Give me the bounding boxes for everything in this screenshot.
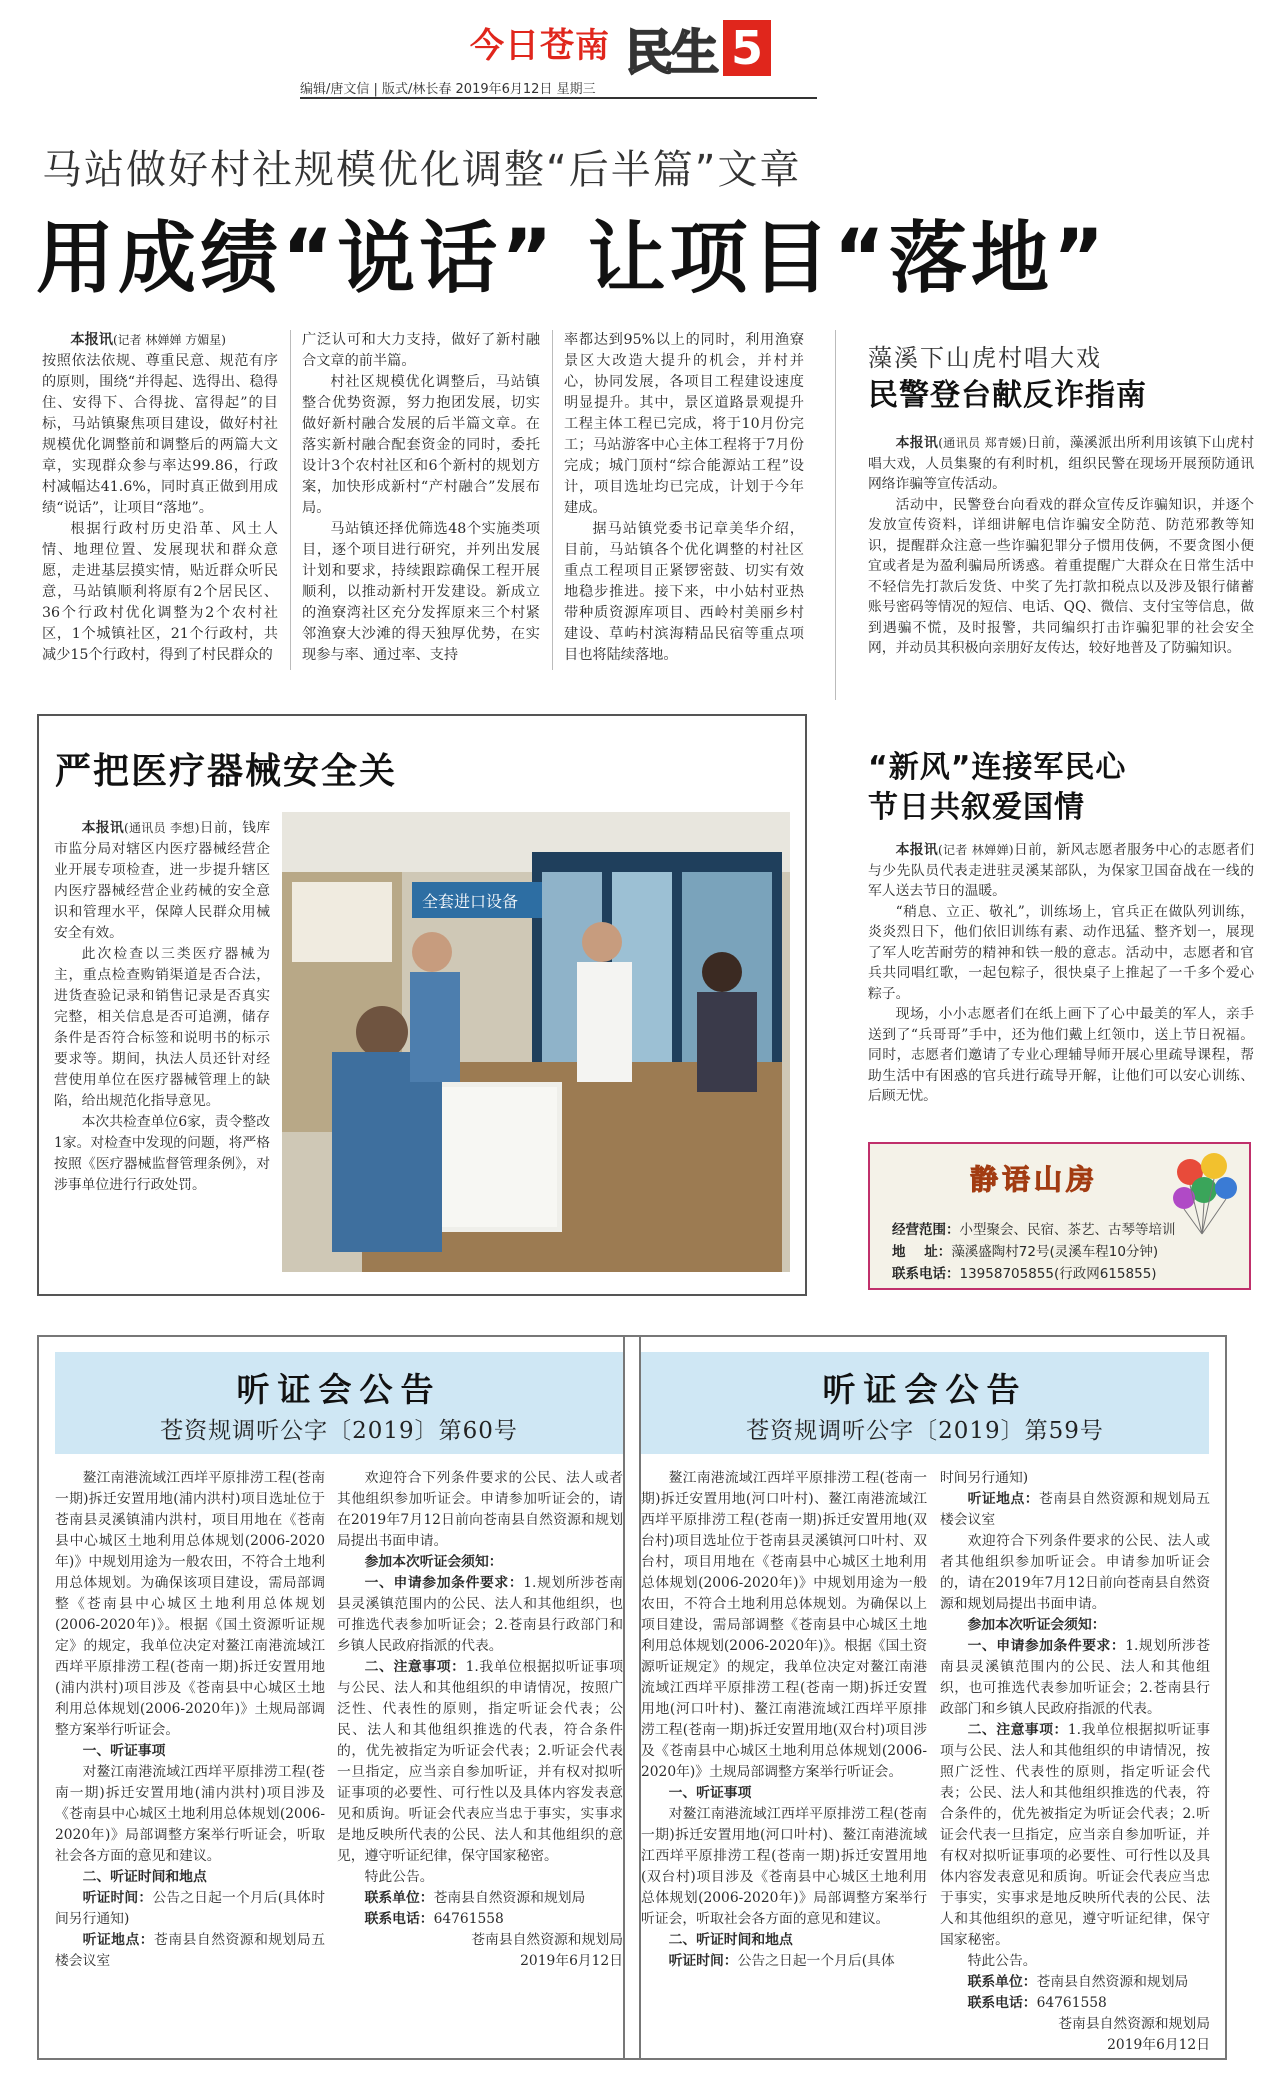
medical-paragraph: 日前，钱库市监分局对辖区内医疗器械经营企业开展专项检查，进一步提升辖区内医疗器械经营企业药械的安全意识和管理水平，保障人民群众用械安全有效。	[54, 820, 271, 941]
notice-text: 二、听证时间和地点	[82, 1869, 207, 1885]
lead-paragraph: 马站镇还择优筛选48个实施类项目，逐个项目进行研究，并列出发展计划和要求，持续跟踪确保工程开展顺利，以推动新村开发建设。新成立的渔寮湾社区充分发挥原来三个村紧邻渔寮大沙滩的得天独厚优势，在实现参与率、通过率、支持	[302, 521, 540, 663]
notice-paragraph	[641, 1804, 927, 1930]
lead-column-3	[564, 330, 804, 666]
notice-60-title: 听证会公告	[236, 1370, 442, 1409]
ad-title: 静语山房	[970, 1163, 1099, 1196]
ad-address	[892, 1240, 1158, 1260]
balloons-icon	[1170, 1148, 1240, 1238]
inspection-photo-illustration	[282, 812, 790, 1272]
notice-text: 64761558	[433, 1911, 504, 1927]
notice-paragraph	[940, 1993, 1210, 2014]
medical-byline: (通讯员 李想)	[123, 821, 200, 835]
notice-paragraph	[940, 1720, 1210, 1951]
notice-paragraph	[337, 1573, 623, 1657]
notice-paragraph	[940, 1972, 1210, 1993]
column-divider	[552, 330, 553, 670]
notice-paragraph	[641, 1468, 927, 1783]
notice-text: 欢迎符合下列条件要求的公民、法人或者其他组织参加听证会。申请参加听证会的，请在2019年7月12日前向苍南县自然资源和规划局提出书面申请。	[940, 1533, 1210, 1612]
medical-body	[54, 818, 270, 1196]
notice-paragraph	[940, 1531, 1210, 1615]
notice-text: 鳌江南港流域江西垟平原排涝工程(苍南一期)拆迁安置用地(浦内洪村)项目选址位于苍南县灵溪镇浦内洪村，项目用地在《苍南县中心城区土地利用总体规划(2006-2020年)》中规划用途为一般农田，不符合土地利用总体规划。为确保该项目建设，需局部调整《苍南县中心城区土地利用总体规划(2006-2020年)》。根据《国土资源听证规定》的规定，我单位决定对鳌江南港流域江西垟平原排涝工程(苍南一期)拆迁安置用地(浦内洪村)项目涉及《苍南县中心城区土地利用总体规划(2006-2020年)》土规局部调整方案举行听证会。	[55, 1470, 325, 1738]
notice-paragraph	[940, 1489, 1210, 1531]
ad-address-value: 藻溪盛陶村72号(灵溪车程10分钟)	[951, 1244, 1159, 1260]
army-paragraph: 现场，小小志愿者们在纸上画下了心中最美的军人，亲手送到了“兵哥哥”手中，还为他们戴上红领巾，送上节日祝福。同时，志愿者们邀请了专业心理辅导师开展心里疏导课程，帮助生活中有困惑的官兵进行疏导开解，让他们可以安心训练、后顾无忧。	[868, 1006, 1254, 1104]
lead-byline-label: 本报讯	[70, 332, 113, 348]
notice-59-number: 苍资规调听公字〔2019〕第59号	[746, 1418, 1104, 1444]
notice-text: 对鳌江南港流域江西垟平原排涝工程(苍南一期)拆迁安置用地(浦内洪村)项目涉及《苍南县中心城区土地利用总体规划(2006-2020年)》局部调整方案举行听证会，听取社会各方面的意见和建议。	[55, 1764, 325, 1864]
medical-paragraph: 此次检查以三类医疗器械为主，重点检查购销渠道是否合法，进货查验记录和销售记录是否真实完整，相关信息是否可追溯，储存条件是否符合标签和说明书的标示要求等。期间，执法人员还针对经营使用单位在医疗器械管理上的缺陷，给出规范化指导意见。	[54, 946, 270, 1109]
notice-field-label: 联系单位：	[967, 1974, 1037, 1990]
notice-field-label: 联系电话：	[967, 1995, 1037, 2011]
notice-field-label: 二、注意事项：	[967, 1722, 1068, 1738]
notice-paragraph	[55, 1930, 325, 1972]
lead-paragraph: 根据行政村历史沿革、风土人情、地理位置、发展现状和群众意愿，走进基层摸实情，贴近群众听民意，马站镇顺利将原有2个居民区、36个行政村优化调整为2个农村社区，1个城镇社区，21个行政村，共减少15个行政村，得到了村民群众的	[42, 521, 278, 663]
notice-paragraph	[337, 1468, 623, 1552]
fraud-paragraph: 日前，藻溪派出所利用该镇下山虎村唱大戏，人员集聚的有利时机，组织民警在现场开展预防通讯网络诈骗等宣传活动。	[868, 435, 1255, 492]
ad-scope	[892, 1218, 1176, 1238]
notice-paragraph	[940, 1951, 1210, 1972]
army-paragraph: 日前，新风志愿者服务中心的志愿者们与少先队员代表走进驻灵溪某部队，为保家卫国奋战在一线的军人送去节日的温暖。	[868, 842, 1254, 899]
notice-field-label: 听证地点：	[82, 1932, 155, 1948]
lead-paragraph: 按照依法依规、尊重民意、规范有序的原则，围绕“并得起、选得出、稳得住、安得下、合得拢、富得起”的目标，马站镇聚焦项目建设，做好村社规模优化调整前和调整后的两篇大文章，实现群众参与率达99.86，行政村减幅达41.6%，同时真正做到用成绩“说话”，让项目“落地”。	[42, 353, 278, 516]
notice-text: 公告之日起一个月后(具体时间另行通知)	[55, 1890, 325, 1927]
notice-paragraph	[55, 1468, 325, 1741]
inspection-photo	[282, 812, 790, 1272]
lead-paragraph: 据马站镇党委书记章美华介绍，目前，马站镇各个优化调整的村社区重点工程项目正紧锣密鼓、切实有效地稳步推进。接下来，中小姑村亚热带种质资源库项目、西岭村美丽乡村建设、草屿村滨海精品民宿等重点项目也将陆续落地。	[564, 521, 804, 663]
notice-text: 苍南县自然资源和规划局	[471, 1932, 623, 1948]
notice-59-header	[641, 1352, 1209, 1454]
ad-phone-value: 13958705855(行政网615855)	[959, 1266, 1157, 1282]
army-byline-label: 本报讯	[895, 842, 939, 858]
column-divider	[290, 330, 291, 670]
notice-text: 欢迎符合下列条件要求的公民、法人或者其他组织参加听证会。申请参加听证会的，请在2019年7月12日前向苍南县自然资源和规划局提出书面申请。	[337, 1470, 623, 1549]
notice-59-column-1	[641, 1468, 927, 1972]
notice-field-label: 一、申请参加条件要求：	[967, 1638, 1126, 1654]
notice-signature	[337, 1951, 623, 1972]
notice-paragraph	[337, 1909, 623, 1930]
notice-text: 鳌江南港流域江西垟平原排涝工程(苍南一期)拆迁安置用地(河口叶村)、鳌江南港流域江西垟平原排涝工程(苍南一期)拆迁安置用地(双台村)项目选址位于苍南县灵溪镇河口叶村、双台村，项目用地在《苍南县中心城区土地利用总体规划(2006-2020年)》中规划用途为一般农田，不符合土地利用总体规划。为确保以上项目建设，需局部调整《苍南县中心城区土地利用总体规划(2006-2020年)》。根据《国土资源听证规定》的规定，我单位决定对鳌江南港流域江西垟平原排涝工程(苍南一期)拆迁安置用地(河口叶村)、鳌江南港流域江西垟平原排涝工程(苍南一期)拆迁安置用地(双台村)项目涉及《苍南县中心城区土地利用总体规划(2006-2020年)》土规局部调整方案举行听证会。	[641, 1470, 927, 1780]
ad-address-label: 地 址：	[892, 1244, 952, 1260]
notice-section-heading	[55, 1867, 325, 1888]
notice-text: 特此公告。	[967, 1953, 1037, 1969]
notice-paragraph	[940, 1636, 1210, 1720]
notice-text: 苍南县自然资源和规划局	[1036, 1974, 1189, 1990]
notice-field-label: 听证时间：	[82, 1890, 153, 1906]
notice-text: 1.规划所涉苍南县灵溪镇范围内的公民、法人和其他组织，也可推选代表参加听证会；2.苍南县行政部门和乡镇人民政府指派的代表。	[337, 1575, 623, 1654]
notice-paragraph	[55, 1888, 325, 1930]
fraud-byline-label: 本报讯	[895, 435, 939, 451]
ad-phone	[892, 1262, 1157, 1282]
notice-59-column-2	[940, 1468, 1210, 2056]
notice-section-heading	[641, 1930, 927, 1951]
lead-headline: 用成绩“说话” 让项目“落地”	[36, 214, 1109, 304]
section-header	[625, 20, 810, 81]
notice-section-heading	[641, 1783, 927, 1804]
notice-59-title: 听证会公告	[822, 1370, 1028, 1409]
shop-sign-text: 全套进口设备	[422, 892, 519, 911]
medical-headline: 严把医疗器械安全关	[55, 751, 398, 792]
notice-60-column-2	[337, 1468, 623, 1972]
notice-field-label: 听证时间：	[668, 1953, 738, 1969]
notice-signature	[940, 2035, 1210, 2056]
notice-60-header	[55, 1352, 623, 1454]
section-name: 民生	[625, 24, 718, 81]
lead-paragraph: 村社区规模优化调整后，马站镇整合优势资源，努力抱团发展，切实做好新村融合发展的后半篇文章。在落实新村融合配套资金的同时，委托设计3个农村社区和6个新村的规划方案，加快形成新村“产村融合”发展布局。	[302, 374, 540, 516]
notice-text: 特此公告。	[364, 1869, 434, 1885]
notice-signature	[940, 2014, 1210, 2035]
notice-section-heading	[940, 1615, 1210, 1636]
fraud-paragraph: 活动中，民警登台向看戏的群众宣传反诈骗知识，并逐个发放宣传资料，详细讲解电信诈骗安全防范、防范邪教等知识，提醒群众注意一些诈骗犯罪分子惯用伎俩，不要贪图小便宜或者是为盈利骗局所诱惑。着重提醒广大群众在日常生活中不轻信先打款后发货、中奖了先打款扣税点以及涉及银行储蓄账号密码等情况的短信、电话、QQ、微信、支付宝等信息，做到遇骗不慌，及时报警，共同编织打击诈骗犯罪的社会安全网，并动员其积极向亲朋好友传达，较好地普及了防骗知识。	[868, 496, 1254, 656]
notice-text: 苍南县自然资源和规划局五楼会议室	[55, 1932, 326, 1969]
notice-text: 二、听证时间和地点	[668, 1932, 793, 1948]
army-paragraph: “稍息、立正、敬礼”，训练场上，官兵正在做队列训练，炎炎烈日下，他们依旧训练有素、动作迅猛、整齐划一，展现了军人吃苦耐劳的精神和铁一般的意志。活动中，志愿者和官兵共同唱红歌，一起包粽子，很快桌子上推起了一千多个爱心粽子。	[868, 903, 1254, 1002]
medical-paragraph: 本次共检查单位6家，责令整改1家。对检查中发现的问题，将严格按照《医疗器械监督管理条例》，对涉事单位进行行政处罚。	[54, 1114, 270, 1193]
ad-scope-label: 经营范围：	[892, 1222, 960, 1238]
notice-field-label: 二、注意事项：	[364, 1659, 466, 1675]
notice-paragraph	[337, 1888, 623, 1909]
ad-scope-value: 小型聚会、民宿、茶艺、古琴等培训	[959, 1222, 1176, 1238]
lead-column-2	[302, 330, 540, 666]
notice-text: 对鳌江南港流域江西垟平原排涝工程(苍南一期)拆迁安置用地(河口叶村)、鳌江南港流域江西垟平原排涝工程(苍南一期)拆迁安置用地(双台村)项目涉及《苍南县中心城区土地利用总体规划(2006-2020年)》局部调整方案举行听证会，听取社会各方面的意见和建议。	[641, 1806, 927, 1927]
page-number: 5	[723, 20, 771, 76]
lead-byline: (记者 林婵婵 方媚星)	[112, 333, 226, 347]
masthead-rule	[300, 97, 817, 99]
notice-section-heading	[337, 1552, 623, 1573]
notice-field-label: 联系电话：	[364, 1911, 434, 1927]
ad-phone-label: 联系电话：	[892, 1266, 960, 1282]
fraud-byline: (通讯员 郑青媛)	[938, 436, 1027, 450]
lead-kicker: 马站做好村社规模优化调整“后半篇”文章	[42, 147, 802, 193]
notice-text: 时间另行通知)	[940, 1470, 1029, 1486]
notice-field-label: 一、申请参加条件要求：	[364, 1575, 524, 1591]
fraud-kicker: 藻溪下山虎村唱大戏	[868, 344, 1102, 372]
notice-60-number: 苍资规调听公字〔2019〕第60号	[160, 1418, 518, 1444]
army-byline: (记者 林婵婵)	[938, 843, 1014, 857]
notice-text: 公告之日起一个月后(具体	[737, 1953, 895, 1969]
notice-paragraph	[337, 1867, 623, 1888]
notice-field-label: 联系单位：	[364, 1890, 434, 1906]
notice-section-heading	[55, 1741, 325, 1762]
fraud-headline: 民警登台献反诈指南	[868, 378, 1147, 413]
column-divider	[835, 330, 836, 700]
notice-signature	[337, 1930, 623, 1951]
notice-field-label: 听证地点：	[967, 1491, 1040, 1507]
lead-column-1	[42, 330, 278, 666]
army-body	[868, 840, 1254, 1107]
notice-text: 苍南县自然资源和规划局	[1058, 2016, 1210, 2032]
notice-text: 1.我单位根据拟听证事项与公民、法人和其他组织的申请情况，按照广泛性、代表性的原则，指定听证会代表；公民、法人和其他组织推选的代表，符合条件的，优先被指定为听证会代表；2.听证会代表一旦指定，应当亲自参加听证，并有权对拟听证事项的必要性、可行性以及具体内容发表意见和质询。听证会代表应当忠于事实，实事求是地反映所代表的公民、法人和其他组织的意见，遵守听证纪律，保守国家秘密。	[337, 1659, 623, 1864]
notice-text: 苍南县自然资源和规划局	[433, 1890, 586, 1906]
notice-paragraph	[337, 1657, 623, 1867]
notice-text: 一、听证事项	[668, 1785, 752, 1801]
medical-byline-label: 本报讯	[81, 820, 124, 836]
notice-text: 一、听证事项	[82, 1743, 166, 1759]
notice-paragraph	[940, 1468, 1210, 1489]
lead-paragraph: 率都达到95%以上的同时，利用渔寮景区大改造大提升的机会，并村并心，协同发展，各项目工程建设速度明显提升。其中，景区道路景观提升工程主体工程已完成，将于10月份完工；马站游客中心主体工程将于7月份完成；城门顶村“综合能源站工程”设计，项目选址均已完成，计划于今年建成。	[564, 332, 804, 516]
army-headline-2: 节日共叙爱国情	[868, 790, 1085, 825]
notice-text: 2019年6月12日	[520, 1953, 623, 1969]
notice-paragraph	[641, 1951, 927, 1972]
notice-text: 2019年6月12日	[1107, 2037, 1210, 2053]
notice-60-column-1	[55, 1468, 325, 1972]
notice-text: 参加本次听证会须知：	[364, 1554, 503, 1570]
edition-meta: 编辑/唐文信 | 版式/林长春 2019年6月12日 星期三	[300, 82, 596, 97]
notice-text: 64761558	[1036, 1995, 1107, 2011]
notice-text: 1.我单位根据拟听证事项与公民、法人和其他组织的申请情况，按照广泛性、代表性的原则，指定听证会代表；公民、法人和其他组织推选的代表，符合条件的，优先被指定为听证会代表；2.听证会代表一旦指定，应当亲自参加听证，并有权对拟听证事项的必要性、可行性以及具体内容发表意见和质询。听证会代表应当忠于事实，实事求是地反映所代表的公民、法人和其他组织的意见，遵守听证纪律，保守国家秘密。	[940, 1722, 1210, 1948]
notice-text: 1.规划所涉苍南县灵溪镇范围内的公民、法人和其他组织，也可推选代表参加听证会；2.苍南县行政部门和乡镇人民政府指派的代表。	[940, 1638, 1211, 1717]
notice-text: 参加本次听证会须知：	[967, 1617, 1106, 1633]
newspaper-brand: 今日苍南	[470, 26, 610, 66]
lead-paragraph: 广泛认可和大力支持，做好了新村融合文章的前半篇。	[302, 332, 540, 369]
fraud-body	[868, 433, 1254, 659]
notice-paragraph	[55, 1762, 325, 1867]
army-headline-1: “新风”连接军民心	[868, 750, 1127, 785]
notice-text: 苍南县自然资源和规划局五楼会议室	[940, 1491, 1211, 1528]
